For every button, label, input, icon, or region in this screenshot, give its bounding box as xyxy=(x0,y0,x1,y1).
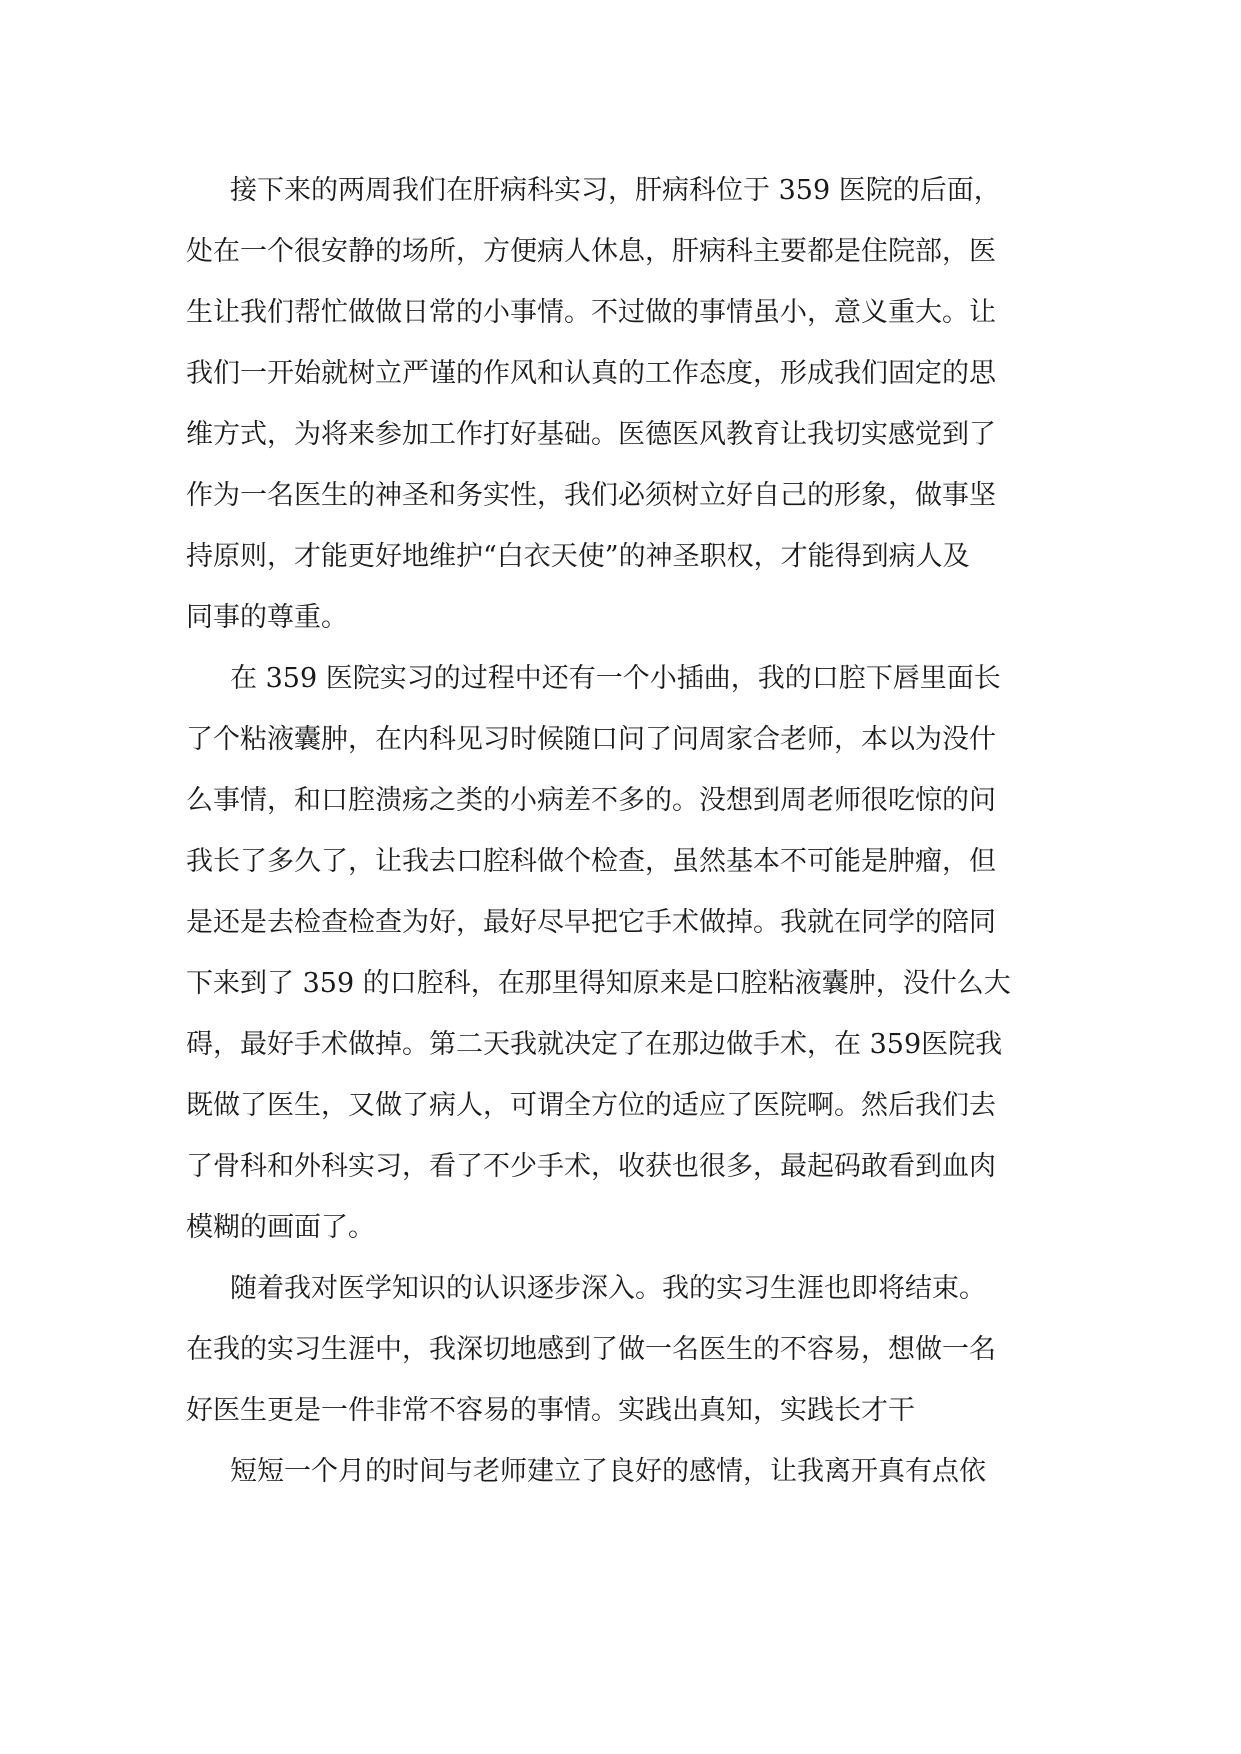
text-line: 在我的实习生涯中，我深切地感到了做一名医生的不容易，想做一名 xyxy=(186,1334,996,1365)
text-line: 短短一个月的时间与老师建立了良好的感情，让我离开真有点依 xyxy=(230,1456,986,1487)
body-text xyxy=(186,160,1066,1502)
text-line: 了骨科和外科实习，看了不少手术，收获也很多，最起码敢看到血肉 xyxy=(186,1151,996,1182)
text-line: 我长了多久了，让我去口腔科做个检查，虽然基本不可能是肿瘤，但 xyxy=(186,846,996,877)
text-line: 了个粘液囊肿，在内科见习时候随口问了问周家合老师，本以为没什 xyxy=(186,724,996,755)
text-line: 我们一开始就树立严谨的作风和认真的工作态度，形成我们固定的思 xyxy=(186,358,996,389)
text-line: 好医生更是一件非常不容易的事情。实践出真知，实践长才干 xyxy=(186,1395,915,1426)
paragraph-internship-ending xyxy=(186,1258,1066,1441)
text-line: 维方式，为将来参加工作打好基础。医德医风教育让我切实感觉到了 xyxy=(186,419,996,450)
text-line: 生让我们帮忙做做日常的小事情。不过做的事情虽小，意义重大。让 xyxy=(186,297,996,328)
text-line: 模糊的画面了。 xyxy=(186,1212,375,1243)
paragraph-oral-cyst-episode xyxy=(186,648,1066,1258)
text-line: 在 359 医院实习的过程中还有一个小插曲，我的口腔下唇里面长 xyxy=(230,663,1001,694)
text-line: 接下来的两周我们在肝病科实习，肝病科位于 359 医院的后面， xyxy=(230,175,1001,206)
text-line: 持原则，才能更好地维护“白衣天使”的神圣职权，才能得到病人及 xyxy=(186,541,970,572)
text-line: 处在一个很安静的场所，方便病人休息，肝病科主要都是住院部，医 xyxy=(186,236,996,267)
text-line: 碍，最好手术做掉。第二天我就决定了在那边做手术，在 359医院我 xyxy=(186,1029,1003,1060)
text-line: 同事的尊重。 xyxy=(186,602,348,633)
text-line: 么事情，和口腔溃疡之类的小病差不多的。没想到周老师很吃惊的问 xyxy=(186,785,996,816)
paragraph-liver-department xyxy=(186,160,1066,648)
text-line: 是还是去检查检查为好，最好尽早把它手术做掉。我就在同学的陪同 xyxy=(186,907,996,938)
text-line: 随着我对医学知识的认识逐步深入。我的实习生涯也即将结束。 xyxy=(230,1273,986,1304)
text-line: 作为一名医生的神圣和务实性，我们必须树立好自己的形象，做事坚 xyxy=(186,480,996,511)
paragraph-farewell xyxy=(186,1441,1066,1502)
text-line: 下来到了 359 的口腔科，在那里得知原来是口腔粘液囊肿，没什么大 xyxy=(186,968,1011,999)
text-line: 既做了医生，又做了病人，可谓全方位的适应了医院啊。然后我们去 xyxy=(186,1090,996,1121)
